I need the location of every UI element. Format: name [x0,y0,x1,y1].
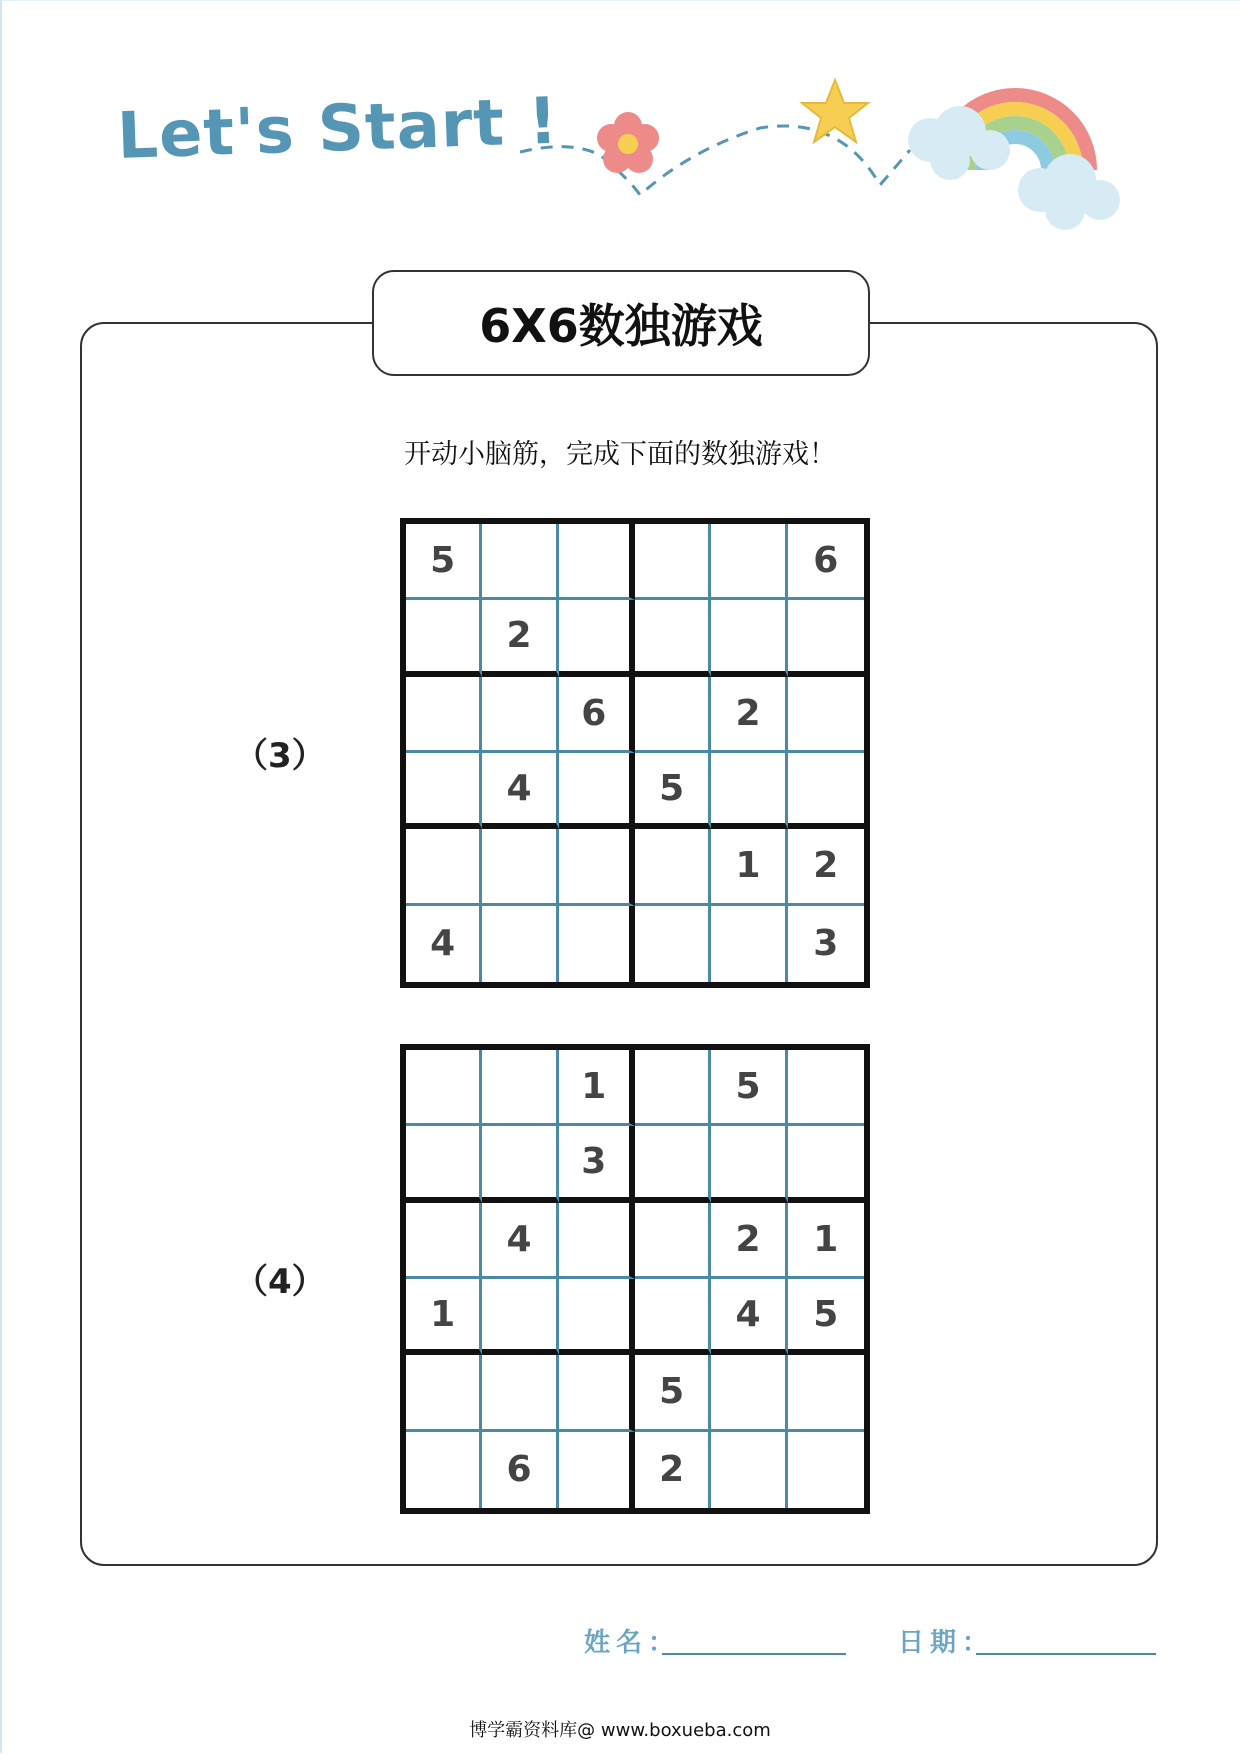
star-icon [802,80,868,142]
sudoku-cell[interactable] [788,677,864,753]
sudoku-cell[interactable] [711,1432,787,1508]
sudoku-cell[interactable] [635,677,711,753]
sudoku-cell[interactable] [635,1050,711,1126]
sudoku-cell[interactable] [559,524,635,600]
watermark: 博学霸资料库@ www.boxueba.com [469,1720,771,1741]
sudoku-cell[interactable] [635,524,711,600]
sudoku-cell[interactable] [635,1126,711,1202]
sudoku-cell: 5 [635,1355,711,1431]
sudoku-cell[interactable] [711,524,787,600]
sudoku-cell[interactable] [559,753,635,829]
sudoku-cell: 2 [482,600,558,676]
sudoku-cell[interactable] [406,1203,482,1279]
sudoku-cell: 2 [635,1432,711,1508]
sudoku-cell[interactable] [788,753,864,829]
sudoku-cell[interactable] [711,1126,787,1202]
sudoku-cell[interactable] [482,524,558,600]
sudoku-cell: 4 [406,906,482,982]
sudoku-cell[interactable] [482,677,558,753]
puzzle-label-3: （3） [234,736,326,776]
sudoku-cell[interactable] [711,600,787,676]
sudoku-cell[interactable] [788,1432,864,1508]
sudoku-cell[interactable] [406,1050,482,1126]
sudoku-cell[interactable] [482,906,558,982]
date-field-line[interactable] [976,1653,1156,1655]
sudoku-cell: 1 [711,829,787,905]
sudoku-cell: 1 [788,1203,864,1279]
sudoku-cell[interactable] [635,829,711,905]
date-label: 日期： [898,1628,995,1658]
page-title: 6X6数独游戏 [372,270,870,376]
sudoku-cell[interactable] [482,1355,558,1431]
sudoku-cell[interactable] [406,677,482,753]
sudoku-grid-3 [400,518,870,988]
sudoku-cell[interactable] [406,753,482,829]
sudoku-cell[interactable] [482,1279,558,1355]
puzzle-label-4: （4） [234,1262,326,1302]
sudoku-cell[interactable] [711,753,787,829]
sudoku-cell: 2 [788,829,864,905]
sudoku-cell[interactable] [559,1279,635,1355]
sudoku-cell: 4 [482,753,558,829]
sudoku-cell: 6 [788,524,864,600]
sudoku-cell[interactable] [559,1203,635,1279]
instruction-text: 开动小脑筋，完成下面的数独游戏！ [404,439,836,470]
sudoku-cell[interactable] [788,1050,864,1126]
sudoku-cell[interactable] [635,906,711,982]
sudoku-cell[interactable] [635,600,711,676]
sudoku-cell[interactable] [788,1126,864,1202]
sudoku-cell[interactable] [482,829,558,905]
sudoku-cell[interactable] [559,600,635,676]
sudoku-cell: 2 [711,1203,787,1279]
sudoku-cell: 6 [482,1432,558,1508]
name-label: 姓名： [584,1628,681,1658]
sudoku-cell[interactable] [788,1355,864,1431]
sudoku-cell[interactable] [711,1355,787,1431]
header-title: Let's Start ! [116,84,560,174]
sudoku-grid-4 [400,1044,870,1514]
sudoku-cell[interactable] [788,600,864,676]
sudoku-cell: 3 [813,923,839,965]
sudoku-cell[interactable] [482,1126,558,1202]
name-field-line[interactable] [662,1653,846,1655]
sudoku-cell[interactable] [482,1050,558,1126]
sudoku-cell: 5 [406,524,482,600]
sudoku-cell[interactable] [635,1279,711,1355]
sudoku-cell: 4 [482,1203,558,1279]
sudoku-cell: 4 [711,1279,787,1355]
sudoku-cell: 3 [559,1126,635,1202]
sudoku-cell: 1 [559,1050,635,1126]
sudoku-cell[interactable] [406,1126,482,1202]
sudoku-cell[interactable] [559,1432,635,1508]
sudoku-cell[interactable] [406,1355,482,1431]
sudoku-cell[interactable] [559,906,635,982]
sudoku-cell[interactable] [635,1203,711,1279]
flower-icon [597,112,659,173]
sudoku-cell: 2 [711,677,787,753]
sudoku-cell[interactable] [406,600,482,676]
sudoku-cell[interactable] [406,829,482,905]
sudoku-cell: 5 [711,1050,787,1126]
sudoku-cell: 1 [406,1279,482,1355]
header-decoration [520,70,1140,240]
sudoku-cell: 5 [635,753,711,829]
sudoku-cell[interactable] [711,906,787,982]
sudoku-cell: 5 [788,1279,864,1355]
sudoku-cell: 6 [559,677,635,753]
sudoku-cell[interactable] [559,829,635,905]
sudoku-cell[interactable] [559,1355,635,1431]
sudoku-cell[interactable] [406,1432,482,1508]
